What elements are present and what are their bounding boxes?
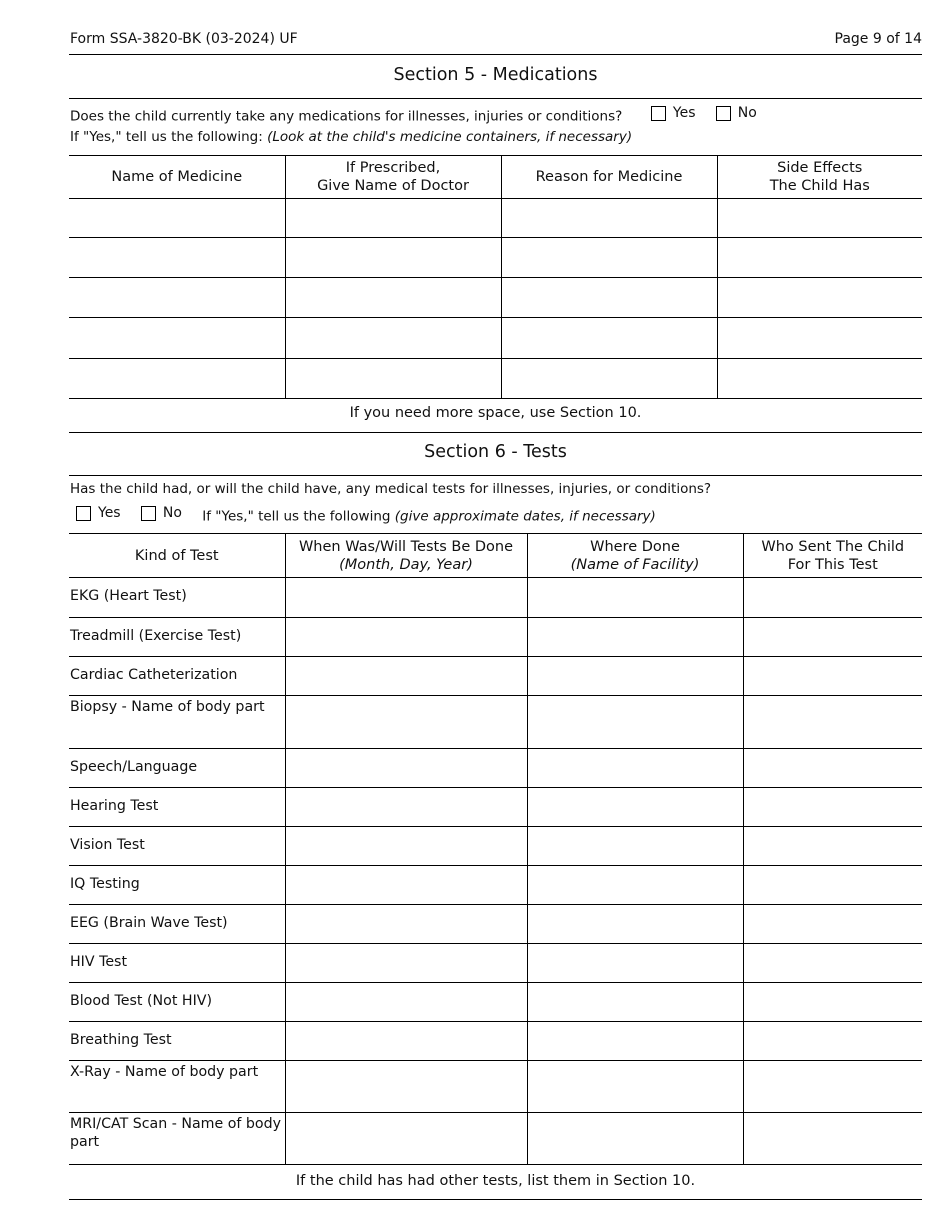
reason-cell[interactable]	[501, 318, 717, 359]
who-cell[interactable]	[743, 944, 922, 983]
section5-instruction-note: (Look at the child's medicine containers, if necessary)	[267, 129, 633, 145]
when-cell[interactable]	[285, 827, 527, 866]
table-row	[69, 905, 922, 944]
where-cell[interactable]	[527, 944, 743, 983]
when-cell[interactable]	[285, 905, 527, 944]
section5-no-option[interactable]	[716, 105, 757, 121]
when-cell[interactable]	[285, 1061, 527, 1113]
table-row	[69, 278, 922, 318]
col-who-sent: Who Sent The Child For This Test	[743, 534, 922, 578]
when-cell[interactable]	[285, 578, 527, 618]
when-cell[interactable]	[285, 618, 527, 657]
who-cell[interactable]	[743, 578, 922, 618]
test-label-hiv: HIV Test	[69, 944, 285, 983]
when-cell[interactable]	[285, 983, 527, 1022]
side-effects-cell[interactable]	[717, 199, 922, 238]
medicine-name-cell[interactable]	[69, 238, 285, 278]
header-divider	[69, 54, 922, 55]
col-reason-for-medicine: Reason for Medicine	[501, 156, 717, 199]
test-label-mri-cat: MRI/CAT Scan - Name of body part	[69, 1113, 285, 1165]
table-row	[69, 944, 922, 983]
reason-cell[interactable]	[501, 199, 717, 238]
test-label-speech-language: Speech/Language	[69, 749, 285, 788]
section6-options-row	[76, 505, 656, 525]
section6-no-label: No	[162, 505, 182, 521]
section6-title: Section 6 - Tests	[424, 442, 567, 462]
col-prescribing-doctor: If Prescribed, Give Name of Doctor	[285, 156, 501, 199]
section5-question-row	[70, 105, 773, 125]
table-row	[69, 1022, 922, 1061]
section5-yes-checkbox[interactable]	[651, 106, 666, 121]
who-cell[interactable]	[743, 657, 922, 696]
test-label-eeg: EEG (Brain Wave Test)	[69, 905, 285, 944]
where-cell[interactable]	[527, 1113, 743, 1165]
doctor-cell[interactable]	[285, 199, 501, 238]
medicine-name-cell[interactable]	[69, 318, 285, 359]
when-cell[interactable]	[285, 1113, 527, 1165]
table-row	[69, 238, 922, 278]
who-cell[interactable]	[743, 1113, 922, 1165]
who-cell[interactable]	[743, 983, 922, 1022]
who-cell[interactable]	[743, 788, 922, 827]
section6-yes-option[interactable]	[76, 505, 121, 521]
page-number: Page 9 of 14	[834, 31, 922, 47]
section6-question: Has the child had, or will the child have, any medical tests for illnesses, injuries, or conditions?	[70, 481, 712, 497]
section5-footer-note: If you need more space, use Section 10.	[349, 405, 642, 421]
when-cell[interactable]	[285, 866, 527, 905]
who-cell[interactable]	[743, 827, 922, 866]
table-row	[69, 788, 922, 827]
test-label-blood: Blood Test (Not HIV)	[69, 983, 285, 1022]
table-row	[69, 359, 922, 399]
test-label-vision: Vision Test	[69, 827, 285, 866]
section5-no-label: No	[737, 105, 757, 121]
test-label-ekg: EKG (Heart Test)	[69, 578, 285, 618]
table-row	[69, 749, 922, 788]
where-cell[interactable]	[527, 866, 743, 905]
section6-instruction-note: (give approximate dates, if necessary)	[394, 508, 656, 525]
table-row	[69, 827, 922, 866]
section6-title-divider	[69, 475, 922, 476]
where-cell[interactable]	[527, 618, 743, 657]
test-label-iq: IQ Testing	[69, 866, 285, 905]
when-cell[interactable]	[285, 749, 527, 788]
col-where-done: Where Done (Name of Facility)	[527, 534, 743, 578]
col-kind-of-test: Kind of Test	[69, 534, 285, 578]
test-label-treadmill: Treadmill (Exercise Test)	[69, 618, 285, 657]
where-cell[interactable]	[527, 905, 743, 944]
section5-question: Does the child currently take any medications for illnesses, injuries or conditions?	[70, 108, 623, 125]
who-cell[interactable]	[743, 749, 922, 788]
when-cell[interactable]	[285, 944, 527, 983]
medicine-name-cell[interactable]	[69, 359, 285, 399]
who-cell[interactable]	[743, 1061, 922, 1113]
table-row	[69, 866, 922, 905]
tests-header-row	[69, 534, 922, 578]
doctor-cell[interactable]	[285, 278, 501, 318]
section5-yes-label: Yes	[672, 105, 696, 121]
section5-title: Section 5 - Medications	[393, 65, 598, 85]
reason-cell[interactable]	[501, 238, 717, 278]
tests-table	[69, 533, 922, 1165]
section6-instruction: If "Yes," tell us the following	[202, 508, 391, 525]
where-cell[interactable]	[527, 696, 743, 749]
side-effects-cell[interactable]	[717, 278, 922, 318]
table-row	[69, 696, 922, 749]
side-effects-cell[interactable]	[717, 318, 922, 359]
table-row	[69, 618, 922, 657]
form-id: Form SSA-3820-BK (03-2024) UF	[70, 31, 298, 47]
where-cell[interactable]	[527, 983, 743, 1022]
reason-cell[interactable]	[501, 359, 717, 399]
section6-no-option[interactable]	[141, 505, 182, 521]
where-cell[interactable]	[527, 1061, 743, 1113]
where-cell[interactable]	[527, 1022, 743, 1061]
table-row	[69, 657, 922, 696]
section5-no-checkbox[interactable]	[716, 106, 731, 121]
side-effects-cell[interactable]	[717, 238, 922, 278]
medications-header-row	[69, 156, 922, 199]
table-row	[69, 318, 922, 359]
section6-yes-label: Yes	[98, 505, 121, 521]
col-name-of-medicine: Name of Medicine	[69, 156, 285, 199]
section6-bottom-divider	[69, 1199, 922, 1200]
reason-cell[interactable]	[501, 278, 717, 318]
where-cell[interactable]	[527, 578, 743, 618]
section5-title-divider	[69, 98, 922, 99]
doctor-cell[interactable]	[285, 359, 501, 399]
table-row	[69, 983, 922, 1022]
section6-yes-checkbox[interactable]	[76, 506, 91, 521]
medicine-name-cell[interactable]	[69, 278, 285, 318]
when-cell[interactable]	[285, 657, 527, 696]
who-cell[interactable]	[743, 866, 922, 905]
test-label-biopsy: Biopsy - Name of body part	[69, 696, 285, 749]
when-cell[interactable]	[285, 788, 527, 827]
who-cell[interactable]	[743, 1022, 922, 1061]
section6-footer-note: If the child has had other tests, list them in Section 10.	[295, 1173, 696, 1189]
section5-yes-option[interactable]	[651, 105, 696, 121]
table-row	[69, 1061, 922, 1113]
medicine-name-cell[interactable]	[69, 199, 285, 238]
test-label-cardiac-catheterization: Cardiac Catheterization	[69, 657, 285, 696]
where-cell[interactable]	[527, 788, 743, 827]
who-cell[interactable]	[743, 905, 922, 944]
test-label-hearing: Hearing Test	[69, 788, 285, 827]
table-row	[69, 199, 922, 238]
table-row	[69, 578, 922, 618]
where-cell[interactable]	[527, 749, 743, 788]
section5-bottom-divider	[69, 432, 922, 433]
where-cell[interactable]	[527, 657, 743, 696]
when-cell[interactable]	[285, 1022, 527, 1061]
doctor-cell[interactable]	[285, 318, 501, 359]
test-label-breathing: Breathing Test	[69, 1022, 285, 1061]
where-cell[interactable]	[527, 827, 743, 866]
section5-instruction-row	[70, 129, 632, 145]
side-effects-cell[interactable]	[717, 359, 922, 399]
table-row	[69, 1113, 922, 1165]
col-when-done: When Was/Will Tests Be Done (Month, Day, Year)	[285, 534, 527, 578]
who-cell[interactable]	[743, 696, 922, 749]
test-label-xray: X-Ray - Name of body part	[69, 1061, 285, 1113]
section5-instruction: If "Yes," tell us the following:	[70, 129, 263, 145]
who-cell[interactable]	[743, 618, 922, 657]
section6-no-checkbox[interactable]	[141, 506, 156, 521]
col-side-effects: Side Effects The Child Has	[717, 156, 922, 199]
doctor-cell[interactable]	[285, 238, 501, 278]
medications-table	[69, 155, 922, 399]
when-cell[interactable]	[285, 696, 527, 749]
